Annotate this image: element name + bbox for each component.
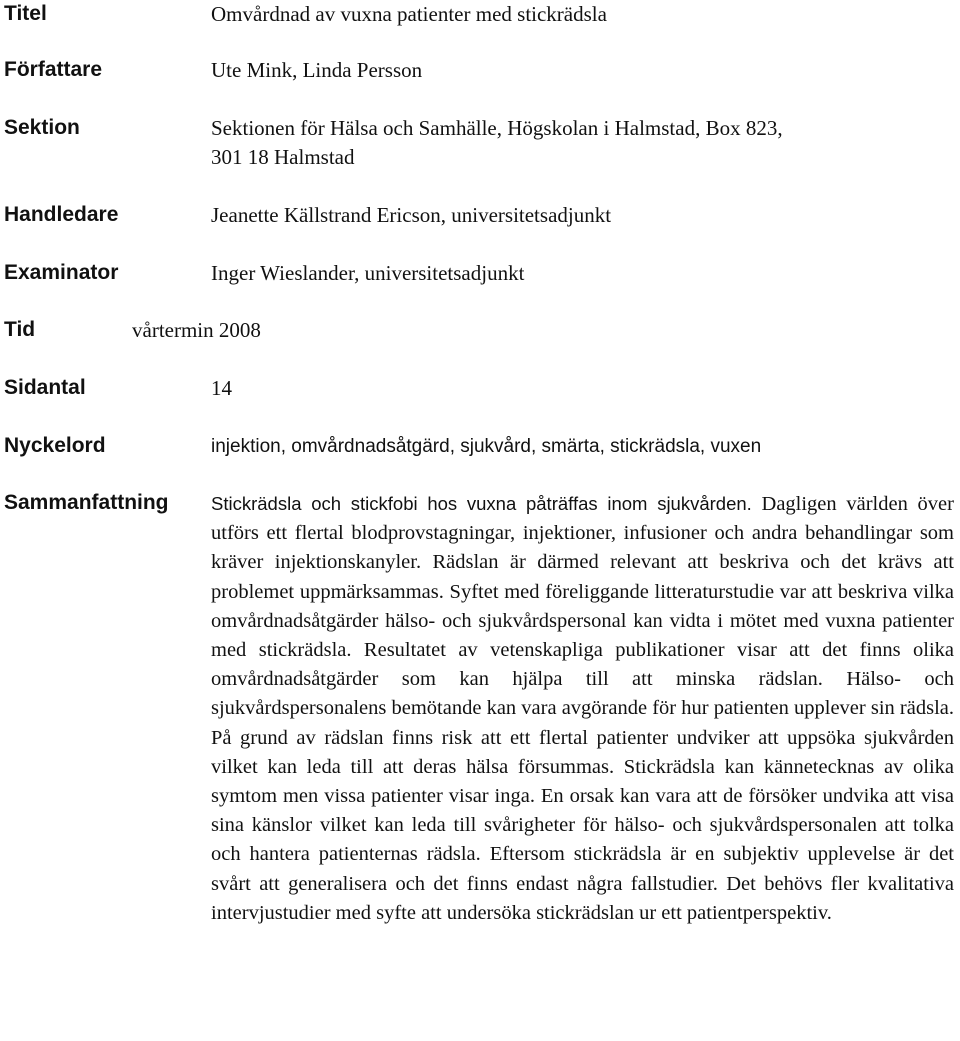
handledare-label: Handledare — [4, 203, 119, 226]
forfattare-label: Författare — [4, 58, 103, 81]
sammanfattning-text — [211, 489, 954, 928]
nyckelord-value: injektion, omvårdnadsåtgärd, sjukvård, smärta, stickrädsla, vuxen — [211, 436, 762, 457]
sammanfattning-lead: Stickrädsla och stickfobi hos vuxna påträffas inom sjukvården. — [211, 493, 752, 514]
examinator-value: Inger Wieslander, universitetsadjunkt — [211, 261, 525, 285]
forfattare-value: Ute Mink, Linda Persson — [211, 58, 423, 82]
tid-label: Tid — [4, 318, 36, 341]
sidantal-label: Sidantal — [4, 376, 86, 399]
sammanfattning-label: Sammanfattning — [4, 491, 169, 514]
sektion-value-line2: 301 18 Halmstad — [211, 145, 355, 169]
handledare-value: Jeanette Källstrand Ericson, universitetsadjunkt — [211, 203, 612, 227]
examinator-label: Examinator — [4, 261, 119, 284]
titel-label: Titel — [4, 2, 47, 25]
titel-value: Omvårdnad av vuxna patienter med stickrädsla — [211, 2, 607, 26]
sammanfattning-body: Dagligen världen över utförs ett flertal blodprovstagningar, injektioner, infusioner och andra behandlingar som kräver injektionskanyler. Rädslan är därmed relevant att beskriva och det krävs att problemet uppmärksammas. Syftet med föreliggande litteraturstudie var att beskriva vilka omvårdnadsåtgärder hälso- och sjukvårdspersonal kan vidta i mötet med vuxna patienter med stickrädsla. Resultatet av vetenskapliga publikationer visar att det finns olika omvårdnadsåtgärder som kan hjälpa till att minska rädslan. Hälso- och sjukvårdspersonalens bemötande kan vara avgörande för hur patienten upplever sin rädsla. På grund av rädslan finns risk att ett flertal patienter undviker att uppsöka sjukvården vilket kan leda till att deras hälsa försummas. Stickrädsla kan kännetecknas av olika symtom men vissa patienter visar inga. En orsak kan vara att de försöker undvika att visa sina känslor vilket kan leda till svårigheter för hälso- och sjukvårdspersonalen att tolka och hantera patienternas rädsla. Eftersom stickrädsla är en subjektiv upplevelse är det svårt att generalisera och det finns endast några fallstudier. Det behövs fler kvalitativa intervjustudier med syfte att undersöka stickrädslan ur ett patientperspektiv. — [211, 493, 954, 924]
sektion-value-line1: Sektionen för Hälsa och Samhälle, Högskolan i Halmstad, Box 823, — [211, 116, 783, 140]
nyckelord-label: Nyckelord — [4, 434, 106, 457]
tid-value: vårtermin 2008 — [132, 318, 261, 342]
sidantal-value: 14 — [211, 376, 232, 400]
sektion-label: Sektion — [4, 116, 80, 139]
